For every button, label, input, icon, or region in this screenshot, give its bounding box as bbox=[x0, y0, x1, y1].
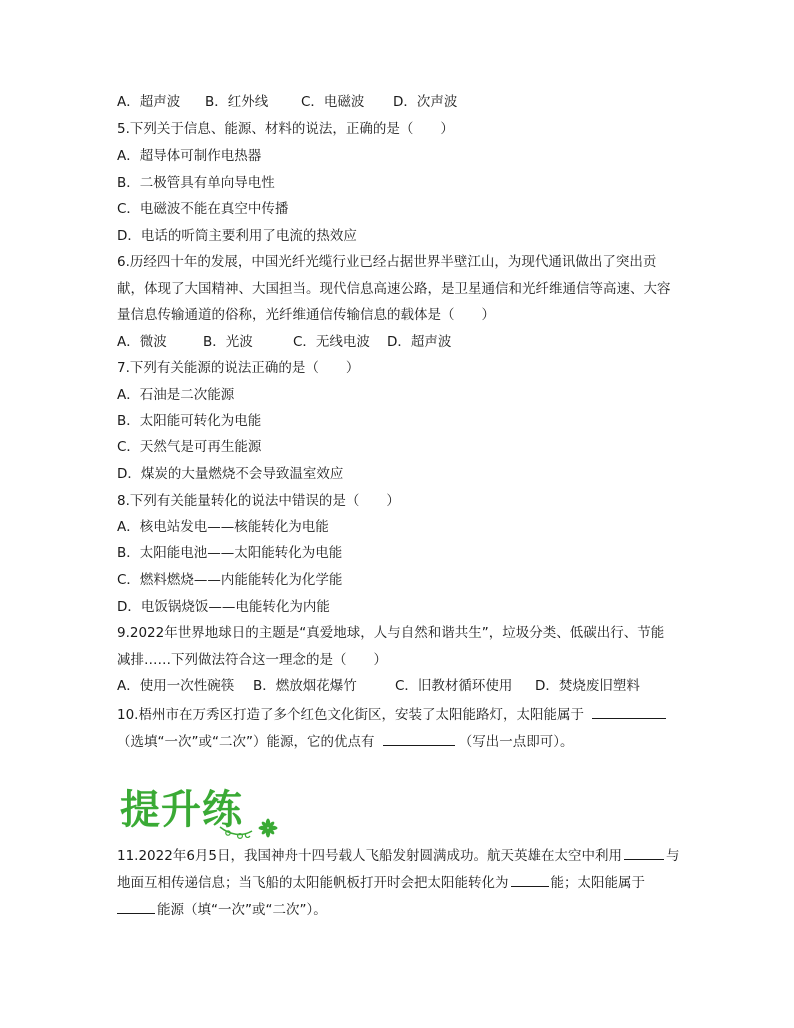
q9-stem-line1: 9.2022年世界地球日的主题是“真爱地球，人与自然和谐共生”，垃圾分类、低碳出行、节能 bbox=[117, 625, 665, 641]
q4-option-d: D．次声波 bbox=[393, 94, 458, 110]
q11-answer-blank-1[interactable] bbox=[624, 845, 664, 860]
q10-text-part2: （选填“一次”或“二次”）能源，它的优点有 bbox=[117, 734, 375, 750]
q6-option-a: A．微波 bbox=[117, 334, 167, 350]
q5-stem: 5.下列关于信息、能源、材料的说法，正确的是（ ） bbox=[117, 121, 454, 137]
q5-option-b: B．二极管具有单向导电性 bbox=[117, 175, 275, 191]
q10-text-part1: 10.梧州市在万秀区打造了多个红色文化街区，安装了太阳能路灯，太阳能属于 bbox=[117, 707, 584, 723]
q6-stem-line3: 量信息传输通道的俗称，光纤维通信传输信息的载体是（ ） bbox=[117, 307, 495, 323]
q11-answer-blank-2[interactable] bbox=[511, 872, 549, 887]
q6-stem-line2: 献，体现了大国精神、大国担当。现代信息高速公路，是卫星通信和光纤维通信等高速、大容 bbox=[117, 281, 671, 297]
q11-text-part2: 与 bbox=[666, 848, 680, 864]
q7-stem: 7.下列有关能源的说法正确的是（ ） bbox=[117, 360, 360, 376]
q11-answer-blank-3[interactable] bbox=[117, 899, 155, 914]
q6-option-c: C．无线电波 bbox=[293, 334, 370, 350]
q6-options bbox=[117, 332, 451, 352]
q11-text-part5: 能源（填“一次”或“二次”）。 bbox=[157, 902, 327, 918]
q8-option-b: B．太阳能电池——太阳能转化为电能 bbox=[117, 545, 343, 561]
q11-text-part3: 地面互相传递信息；当飞船的太阳能帆板打开时会把太阳能转化为 bbox=[117, 875, 509, 891]
q6-option-b: B．光波 bbox=[203, 334, 253, 350]
q11-line3 bbox=[117, 899, 327, 920]
section-title: 提升练 bbox=[120, 786, 243, 833]
q9-option-c: C．旧教材循环使用 bbox=[395, 678, 513, 694]
q7-option-d: D．煤炭的大量燃烧不会导致温室效应 bbox=[117, 466, 344, 482]
q7-option-a: A．石油是二次能源 bbox=[117, 387, 235, 403]
q4-options bbox=[117, 92, 457, 112]
q10-text-part3: （写出一点即可）。 bbox=[458, 734, 574, 750]
q10-answer-blank-2[interactable] bbox=[383, 731, 455, 746]
q7-option-b: B．太阳能可转化为电能 bbox=[117, 413, 262, 429]
vine-decoration-icon bbox=[120, 787, 290, 843]
q8-option-d: D．电饭锅烧饭——电能转化为内能 bbox=[117, 599, 330, 615]
q6-stem-line1: 6.历经四十年的发展，中国光纤光缆行业已经占据世界半壁江山，为现代通讯做出了突出贡 bbox=[117, 254, 657, 270]
q6-option-d: D．超声波 bbox=[387, 334, 452, 350]
q9-stem-line2: 减排……下列做法符合这一理念的是（ ） bbox=[117, 652, 387, 668]
q11-text-part4: 能；太阳能属于 bbox=[550, 875, 645, 891]
q11-line2 bbox=[117, 872, 645, 893]
q9-options bbox=[117, 676, 640, 696]
q8-stem: 8.下列有关能量转化的说法中错误的是（ ） bbox=[117, 493, 400, 509]
q10-line1 bbox=[117, 704, 666, 725]
q4-option-b: B．红外线 bbox=[205, 94, 269, 110]
q9-option-d: D．焚烧废旧塑料 bbox=[535, 678, 640, 694]
q10-line2 bbox=[117, 731, 574, 752]
q5-option-a: A．超导体可制作电热器 bbox=[117, 148, 262, 164]
q9-option-a: A．使用一次性碗筷 bbox=[117, 678, 235, 694]
q4-option-c: C．电磁波 bbox=[301, 94, 365, 110]
q11-line1 bbox=[117, 845, 680, 866]
q11-text-part1: 11.2022年6月5日，我国神舟十四号载人飞船发射圆满成功。航天英雄在太空中利用 bbox=[117, 848, 623, 864]
q8-option-a: A．核电站发电——核能转化为电能 bbox=[117, 519, 329, 535]
q5-option-d: D．电话的听筒主要利用了电流的热效应 bbox=[117, 228, 357, 244]
q5-option-c: C．电磁波不能在真空中传播 bbox=[117, 201, 289, 217]
q7-option-c: C．天然气是可再生能源 bbox=[117, 439, 262, 455]
section-heading bbox=[120, 787, 290, 843]
q4-option-a: A．超声波 bbox=[117, 94, 181, 110]
q8-option-c: C．燃料燃烧——内能能转化为化学能 bbox=[117, 572, 343, 588]
q9-option-b: B．燃放烟花爆竹 bbox=[253, 678, 357, 694]
q10-answer-blank-1[interactable] bbox=[592, 704, 666, 719]
